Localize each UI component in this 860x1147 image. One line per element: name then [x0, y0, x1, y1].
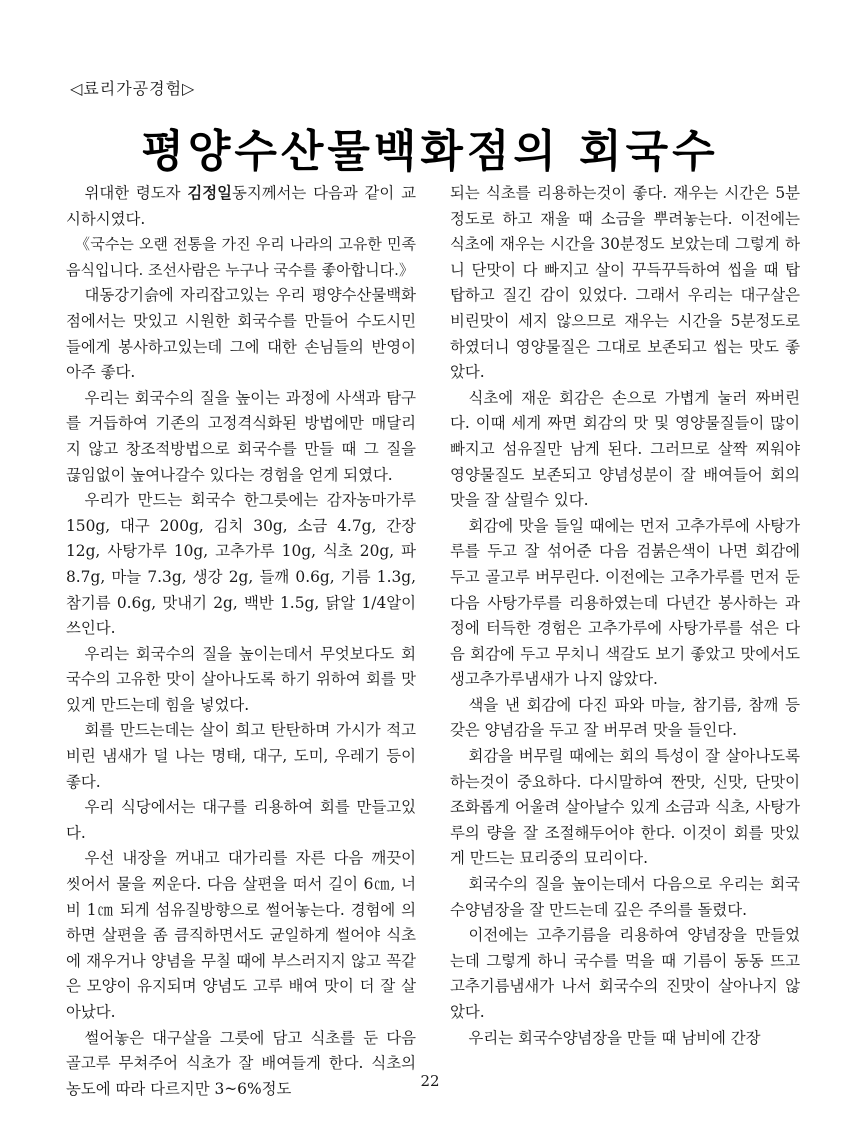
- paragraph: 이전에는 고추기름을 리용하여 양념장을 만들었는데 그렇게 하니 국수를 먹을 때 기름이 동동 뜨고 고추기름냄새가 나서 회국수의 진맛이 살아나지 않았다.: [450, 926, 800, 1021]
- intro-text-pre: 위대한 령도자: [84, 184, 188, 202]
- right-column: [450, 181, 800, 1051]
- paragraph: 우리는 회국수의 질을 높이는 과정에 사색과 탐구를 거듭하여 기존의 고정격식화된 방법에만 매달리지 않고 창조적방법으로 회국수를 만들 때 그 질을 끊임없이 높여나갈수 있다는 경험을 얻게 되였다.: [66, 388, 416, 484]
- paragraph: 회감을 버무릴 때에는 회의 특성이 잘 살아나도록 하는것이 중요하다. 다시말하여 짠맛, 신맛, 단맛이 조화롭게 어울려 살아날수 있게 소금과 식초, 사탕가루의 량을 잘 조절해두어야 한다. 이것이 회를 맛있게 만드는 묘리중의 묘리이다.: [450, 747, 800, 868]
- paragraph: 우선 내장을 꺼내고 대가리를 자른 다음 깨끗이 씻어서 물을 찌운다. 다음 살편을 떠서 길이 6㎝, 너비 1㎝ 되게 섬유질방향으로 썰어놓는다. 경험에 의하면 살편을 좀 큼직하면서도 균일하게 썰어야 식초에 재우거나 양념을 무칠 때에 부스러지지 않고 꼭같은 모양이 유지되며 양념도 고루 배여 맛이 더 잘 살아났다.: [66, 849, 416, 1021]
- paragraph: 색을 낸 회감에 다진 파와 마늘, 참기름, 참깨 등 갖은 양념감을 두고 잘 버무려 맛을 들인다.: [450, 695, 800, 740]
- paragraph: 회국수의 질을 높이는데서 다음으로 우리는 회국수양념장을 잘 만드는데 깊은 주의를 돌렸다.: [450, 875, 800, 919]
- paragraph: 식초에 재운 회감은 손으로 가볍게 눌러 짜버린다. 이때 세게 짜면 회감의 맛 및 영양물질들이 많이 빠지고 섬유질만 남게 된다. 그러므로 살짝 찌워야 영양물질도 보존되고 양념성분이 잘 배여들어 회의 맛을 잘 살릴수 있다.: [450, 388, 800, 510]
- quote-paragraph: 《국수는 오랜 전통을 가진 우리 나라의 고유한 민족음식입니다. 조선사람은 누구나 국수를 좋아합니다.》: [66, 235, 416, 279]
- paragraph: 대동강기슭에 자리잡고있는 우리 평양수산물백화점에서는 맛있고 시원한 회국수를 만들어 수도시민들에게 봉사하고있는데 그에 대한 손님들의 반영이 아주 좋다.: [66, 286, 416, 382]
- left-column: [66, 181, 416, 1102]
- intro-text-post: 동지께서는 다음과 같이 교시하시였다.: [66, 184, 416, 228]
- ingredients-paragraph: 우리가 만드는 회국수 한그릇에는 감자농마가루 150g, 대구 200g, 김치 30g, 소금 4.7g, 간장 12g, 사탕가루 10g, 고추가루 10g, 식초 20g, 파 8.7g, 마늘 7.3g, 생강 2g, 들깨 0.6g, 기름 1.3g, 참기름 0.6g, 맛내기 2g, 백반 1.5g, 닭알 1/4알이 쓰인다.: [66, 491, 416, 638]
- paragraph: 회감에 맛을 들일 때에는 먼저 고추가루에 사탕가루를 두고 잘 섞어준 다음 검붉은색이 나면 회감에 두고 골고루 버무린다. 이전에는 고추가루를 먼저 둔 다음 사탕가루를 리용하였는데 다년간 봉사하는 과정에 터득한 경험은 고추가루에 사탕가루를 섞은 다음 회감에 두고 무치니 색갈도 보기 좋았고 맛에서도 생고추가루냄새가 나지 않았다.: [450, 516, 800, 689]
- paragraph: 우리는 회국수양념장을 만들 때 남비에 간장: [468, 1028, 761, 1047]
- article-title: 평양수산물백화점의 회국수: [141, 126, 719, 177]
- leader-name: 김정일: [187, 184, 232, 202]
- paragraph: 썰어놓은 대구살을 그릇에 담고 식초를 둔 다음 골고루 무쳐주어 식초가 잘 배여들게 한다. 식초의 농도에 따라 다르지만 3~6%정도: [66, 1028, 416, 1098]
- paragraph: 회를 만드는데는 살이 희고 탄탄하며 가시가 적고 비린 냄새가 덜 나는 명태, 대구, 도미, 우레기 등이 좋다.: [66, 721, 416, 791]
- paragraph: 우리는 회국수의 질을 높이는데서 무엇보다도 회국수의 고유한 맛이 살아나도록 하기 위하여 회를 맛있게 만드는데 힘을 넣었다.: [66, 644, 416, 714]
- continued-paragraph: 되는 식초를 리용하는것이 좋다. 재우는 시간은 5분정도로 하고 재울 때 소금을 뿌려놓는다. 이전에는 식초에 재우는 시간을 30분정도 보았는데 그렇게 하니 단맛이 다 빠지고 살이 꾸득꾸득하여 씹을 때 탑탑하고 질긴 감이 있었다. 그래서 우리는 대구살은 비린맛이 세지 않으므로 재우는 시간을 5분정도로 하였더니 영양물질은 그대로 보존되고 씹는 맛도 좋았다.: [450, 184, 800, 382]
- section-tag: ◁료리가공경험▷: [70, 79, 196, 98]
- page-number: 22: [420, 1072, 440, 1090]
- paragraph: 우리 식당에서는 대구를 리용하여 회를 만들고있다.: [66, 798, 416, 842]
- intro-paragraph: [66, 181, 416, 232]
